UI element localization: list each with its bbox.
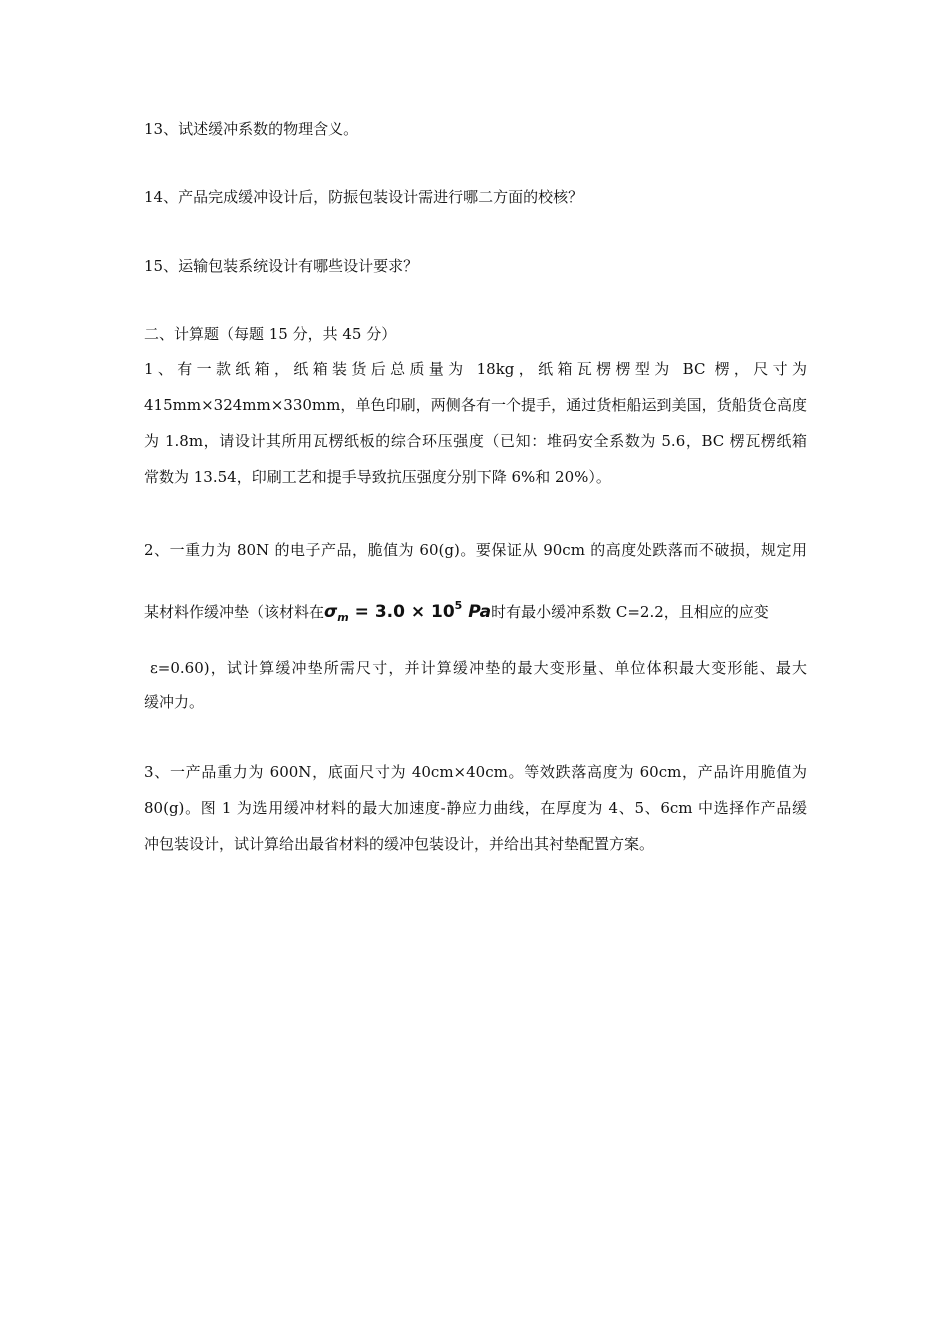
problem-3-line-3: 冲包装设计，试计算给出最省材料的缓冲包装设计，并给出其衬垫配置方案。	[144, 835, 655, 853]
formula-unit: Pa	[462, 602, 492, 622]
problem-2-line-2-after: 时有最小缓冲系数 C=2.2，且相应的应变	[491, 603, 769, 621]
problem-1-line-4: 常数为 13.54，印刷工艺和提手导致抗压强度分别下降 6%和 20%）。	[144, 468, 611, 486]
problem-1-line-1: 1、有一款纸箱，纸箱装货后总质量为 18kg，纸箱瓦楞楞型为 BC 楞，尺寸为	[144, 360, 807, 378]
problem-1-line-3: 为 1.8m，请设计其所用瓦楞纸板的综合环压强度（已知：堆码安全系数为 5.6，BC 楞瓦楞纸箱	[144, 432, 807, 450]
problem-2-line-2-before: 某材料作缓冲垫（该材料在	[144, 603, 325, 621]
problem-2-line-4: 缓冲力。	[144, 693, 205, 711]
stress-formula	[324, 599, 492, 624]
formula-middle: = 3.0 × 10	[348, 602, 455, 622]
question-15: 15、运输包装系统设计有哪些设计要求？	[144, 257, 419, 275]
formula-exponent: 5	[454, 599, 463, 612]
problem-3-line-1: 3、一产品重力为 600N，底面尺寸为 40cm×40cm。等效跌落高度为 60cm，产品许用脆值为	[144, 763, 807, 781]
formula-sigma: σ	[324, 602, 338, 622]
problem-3-line-2: 80(g)。图 1 为选用缓冲材料的最大加速度-静应力曲线，在厚度为 4、5、6cm 中选择作产品缓	[144, 799, 807, 817]
question-14: 14、产品完成缓冲设计后，防振包装设计需进行哪二方面的校核？	[144, 188, 584, 206]
problem-2-line-1: 2、一重力为 80N 的电子产品，脆值为 60(g)。要保证从 90cm 的高度处跌落而不破损，规定用	[144, 541, 807, 559]
formula-subscript: m	[337, 611, 349, 624]
problem-1-line-2: 415mm×324mm×330mm，单色印刷，两侧各有一个提手，通过货柜船运到美国，货船货仓高度	[144, 396, 807, 414]
section-title: 二、计算题（每题 15 分，共 45 分）	[144, 325, 397, 343]
problem-2-line-2	[144, 596, 769, 628]
question-13: 13、试述缓冲系数的物理含义。	[144, 120, 359, 138]
problem-2-line-3: ε=0.60)，试计算缓冲垫所需尺寸，并计算缓冲垫的最大变形量、单位体积最大变形能、最大	[150, 659, 807, 677]
